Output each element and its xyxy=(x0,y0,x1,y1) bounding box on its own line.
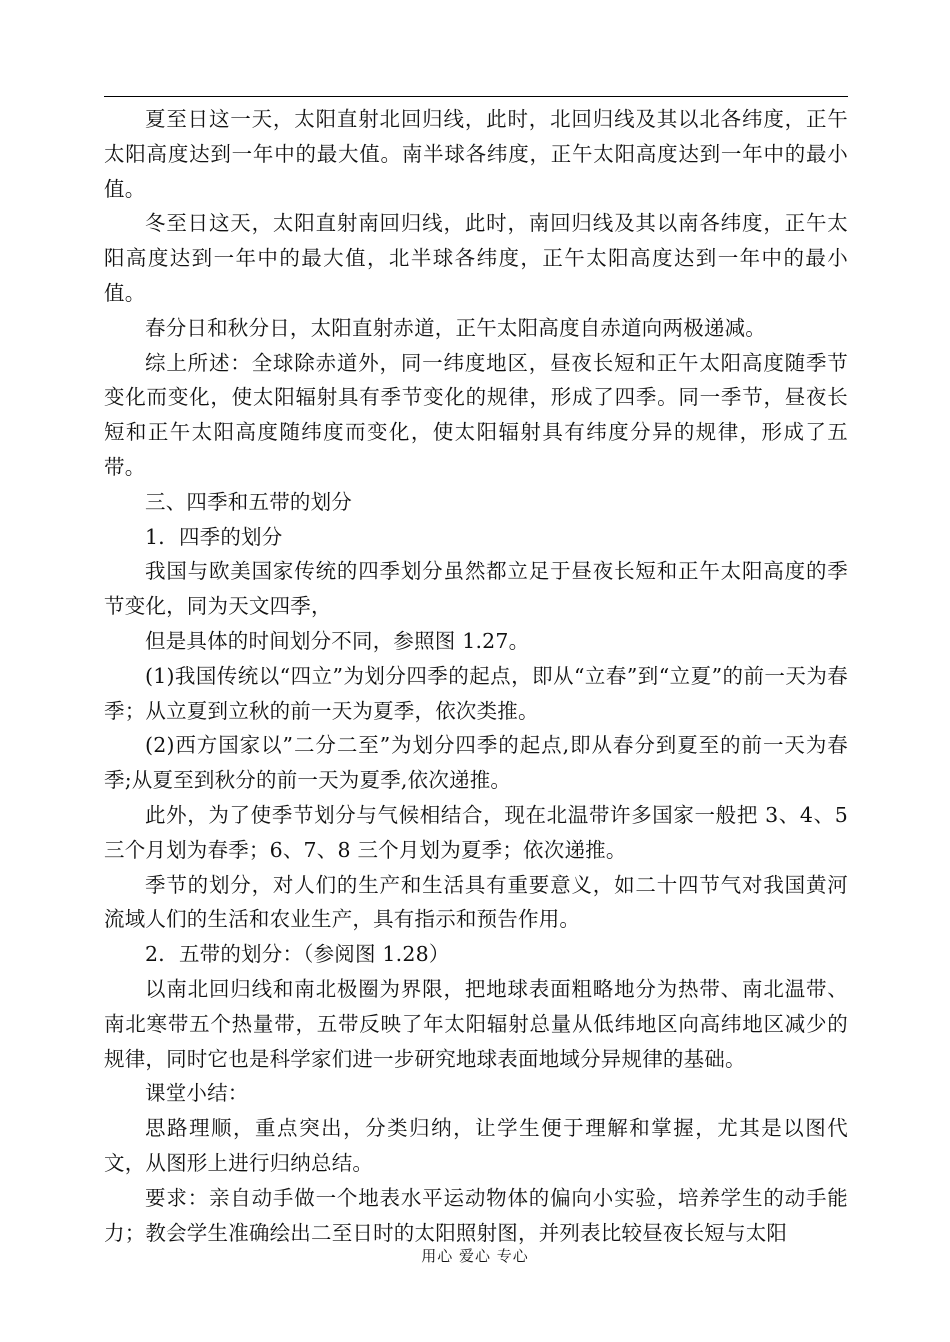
header-rule xyxy=(104,96,848,97)
class-summary-heading: 课堂小结： xyxy=(145,1081,249,1106)
body-text xyxy=(104,102,848,1250)
page-footer: 用心 爱心 专心 xyxy=(421,1247,529,1265)
paragraph-climate-seasons: 此外，为了使季节划分与气候相结合，现在北温带许多国家一般把 3、4、5 三个月划为春季；6、7、8 三个月划为夏季；依次递推。 xyxy=(104,802,848,862)
paragraph-summer-solstice: 夏至日这一天，太阳直射北回归线，此时，北回归线及其以北各纬度，正午太阳高度达到一年中的最大值。南半球各纬度，正午太阳高度达到一年中的最小值。 xyxy=(104,107,848,201)
paragraph-season-significance: 季节的划分，对人们的生产和生活具有重要意义，如二十四节气对我国黄河流域人们的生活和农业生产，具有指示和预告作用。 xyxy=(104,872,848,932)
section-heading-seasons-zones: 三、四季和五带的划分 xyxy=(145,489,352,514)
paragraph-equinox: 春分日和秋分日，太阳直射赤道，正午太阳高度自赤道向两极递减。 xyxy=(145,315,766,340)
paragraph-season-division-reference: 但是具体的时间划分不同，参照图 1.27。 xyxy=(145,628,530,653)
paragraph-season-division-intro: 我国与欧美国家传统的四季划分虽然都立足于昼夜长短和正午太阳高度的季节变化，同为天文四季， xyxy=(104,559,848,619)
paragraph-chinese-tradition: (1)我国传统以“四立”为划分四季的起点，即从“立春”到“立夏”的前一天为春季；从立夏到立秋的前一天为夏季，依次类推。 xyxy=(104,663,848,723)
paragraph-western-tradition: (2)西方国家以”二分二至”为划分四季的起点,即从春分到夏至的前一天为春季;从夏至到秋分的前一天为夏季,依次递推。 xyxy=(104,733,848,793)
paragraph-requirements: 要求：亲自动手做一个地表水平运动物体的偏向小实验，培养学生的动手能力；教会学生准确绘出二至日时的太阳照射图，并列表比较昼夜长短与太阳 xyxy=(104,1185,848,1245)
paragraph-winter-solstice: 冬至日这天，太阳直射南回归线，此时，南回归线及其以南各纬度，正午太阳高度达到一年中的最大值，北半球各纬度，正午太阳高度达到一年中的最小值。 xyxy=(104,211,848,305)
paragraph-class-summary: 思路理顺，重点突出，分类归纳，让学生便于理解和掌握，尤其是以图代文，从图形上进行归纳总结。 xyxy=(104,1116,848,1175)
paragraph-five-zones: 以南北回归线和南北极圈为界限，把地球表面粗略地分为热带、南北温带、南北寒带五个热量带，五带反映了年太阳辐射总量从低纬地区向高纬地区减少的规律，同时它也是科学家们进一步研究地球表面地域分异规律的基础。 xyxy=(104,976,848,1071)
subheading-five-zones: 2．五带的划分：（参阅图 1.28） xyxy=(145,942,450,967)
subheading-four-seasons: 1．四季的划分 xyxy=(145,524,283,549)
paragraph-summary: 综上所述：全球除赤道外，同一纬度地区，昼夜长短和正午太阳高度随季节变化而变化，使太阳辐射具有季节变化的规律，形成了四季。同一季节，昼夜长短和正午太阳高度随纬度而变化，使太阳辐射具有纬度分异的规律，形成了五带。 xyxy=(104,350,848,479)
